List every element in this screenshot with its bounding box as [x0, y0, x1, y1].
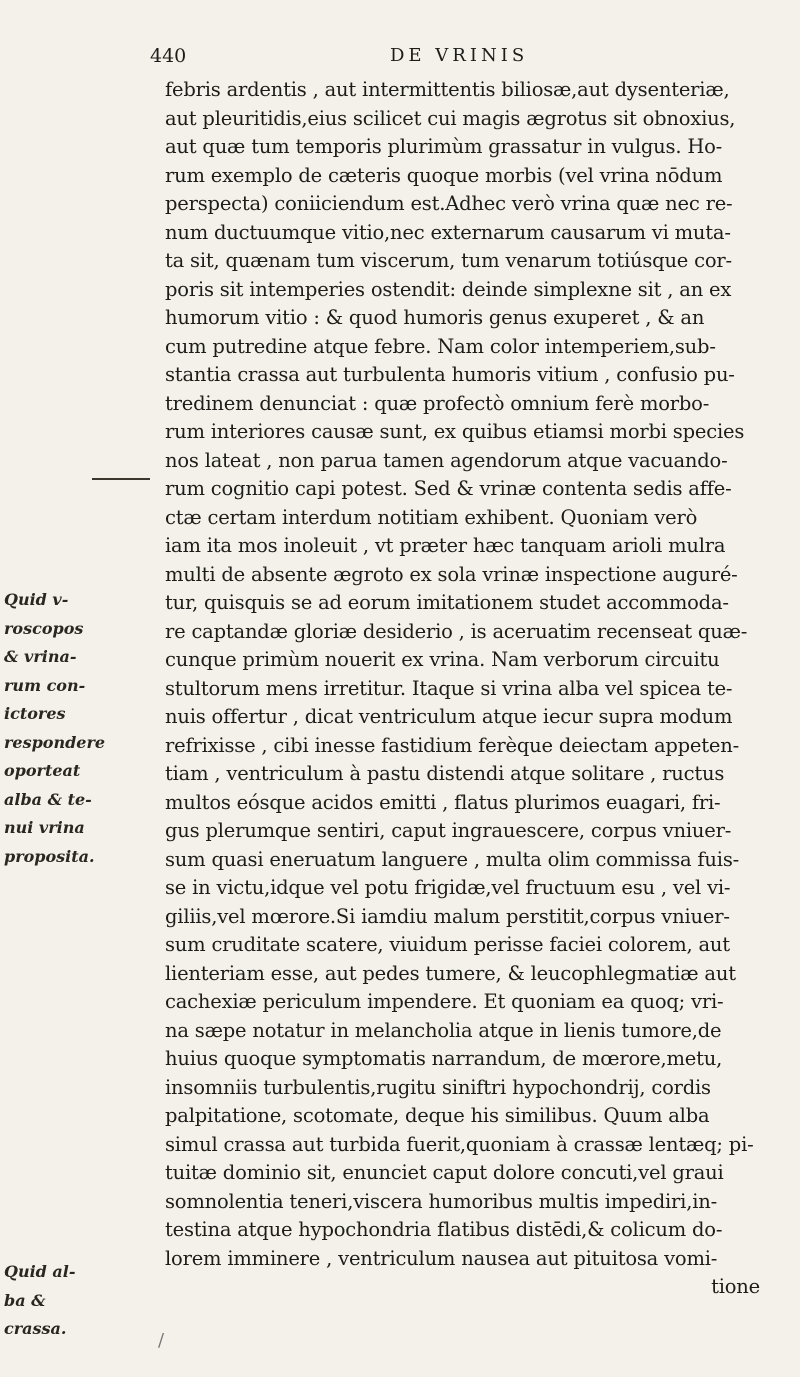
margin-note-line: ictores [4, 704, 66, 723]
text-line: tiam , ventriculum à pastu distendi atque solitare , ructus [165, 762, 725, 785]
text-line: lorem imminere , ventriculum nausea aut pituitosa vomi- [165, 1246, 718, 1270]
text-line: insomniis turbulentis,rugitu siniftri hypochondrij, cordis [165, 1075, 711, 1099]
text-line: multos eósque acidos emitti , flatus plurimos euagari, fri- [165, 790, 721, 814]
text-line: se in victu,idque vel potu frigidæ,vel fructuum esu , vel vi- [165, 876, 731, 899]
text-line: rum cognitio capi potest. Sed & vrinæ contenta sedis affe- [165, 477, 732, 500]
margin-note-line: proposita. [4, 846, 95, 866]
text-line: giliis,vel mœrore.Si iamdiu malum perstitit,corpus vniuer- [165, 904, 730, 928]
text-line: somnolentia teneri,viscera humoribus multis impediri,in- [165, 1189, 717, 1213]
marginal-notes [4, 586, 164, 1344]
text-line: cum putredine atque febre. Nam color intemperiem,sub- [165, 334, 716, 358]
text-line: stultorum mens irretitur. Itaque si vrina alba vel spicea te- [165, 676, 733, 700]
margin-note-line: alba & te- [4, 789, 92, 809]
margin-rule [92, 478, 150, 480]
text-line: na sæpe notatur in melancholia atque in lienis tumore,de [165, 1018, 722, 1042]
text-line: nos lateat , non parua tamen agendorum atque vacuando- [165, 448, 728, 472]
text-line: aut quæ tum temporis plurimùm grassatur in vulgus. Ho- [165, 135, 723, 158]
margin-note-line: rum con- [4, 675, 86, 695]
margin-note-line: respondere [4, 732, 106, 752]
text-line: rum exemplo de cæteris quoque morbis (vel vrina nōdum [165, 163, 723, 187]
text-line: multi de absente ægroto ex sola vrinæ inspectione auguré- [165, 562, 738, 586]
page-number: 440 [150, 45, 187, 67]
text-line: aut pleuritidis,eius scilicet cui magis ægrotus sit obnoxius, [165, 106, 736, 130]
text-line: sum cruditate scatere, viuidum perisse faciei colorem, aut [165, 933, 730, 956]
margin-note-line: oporteat [4, 761, 81, 780]
text-line: febris ardentis , aut intermittentis biliosæ,aut dysenteriæ, [165, 78, 730, 101]
margin-note-line: Quid al- [4, 1262, 76, 1281]
margin-note-line: nui vrina [4, 818, 85, 837]
margin-note-line: & vrina- [4, 647, 77, 666]
text-line: stantia crassa aut turbulenta humoris vitium , confusio pu- [165, 363, 735, 386]
margin-note-line: Quid v- [4, 590, 69, 609]
text-line: poris sit intemperies ostendit: deinde simplexne sit , an ex [165, 277, 732, 301]
main-text-block [165, 76, 780, 1302]
text-line: gus plerumque sentiri, caput ingrauescere, corpus vniuer- [165, 819, 732, 842]
ink-mark: / [158, 1330, 165, 1351]
text-line: tredinem denunciat : quæ profectò omnium ferè morbo- [165, 391, 710, 415]
margin-note-line: crassa. [4, 1319, 67, 1338]
text-line: lienteriam esse, aut pedes tumere, & leucophlegmatiæ aut [165, 961, 736, 985]
text-line: tuitæ dominio sit, enunciet caput dolore concuti,vel graui [165, 1161, 724, 1184]
text-line: ctæ certam interdum notitiam exhibent. Quoniam verò [165, 505, 698, 529]
text-line: sum quasi eneruatum languere , multa olim commissa fuis- [165, 847, 740, 871]
text-line: refrixisse , cibi inesse fastidium ferèque deiectam appeten- [165, 733, 739, 757]
running-title: DE VRINIS [390, 45, 529, 66]
margin-note-line: ba & [4, 1290, 46, 1310]
text-line: humorum vitio : & quod humoris genus exuperet , & an [165, 306, 705, 329]
margin-note-line: roscopos [4, 618, 84, 638]
text-line: ta sit, quænam tum viscerum, tum venarum totiúsque cor- [165, 249, 732, 272]
text-line: cunque primùm nouerit ex vrina. Nam verborum circuitu [165, 648, 720, 671]
text-line: perspecta) coniiciendum est.Adhec verò vrina quæ nec re- [165, 192, 733, 215]
text-line: re captandæ gloriæ desiderio , is aceruatim recenseat quæ- [165, 619, 748, 643]
text-line: testina atque hypochondria flatibus distēdi,& colicum do- [165, 1218, 723, 1241]
text-line: cachexiæ periculum impendere. Et quoniam ea quoq; vri- [165, 990, 724, 1013]
text-line: simul crassa aut turbida fuerit,quoniam à crassæ lentæq; pi- [165, 1132, 754, 1156]
catchword-line: tione [711, 1275, 760, 1298]
text-line: num ductuumque vitio,nec externarum causarum vi muta- [165, 220, 731, 244]
text-line: tur, quisquis se ad eorum imitationem studet accommoda- [165, 591, 729, 614]
text-line: rum interiores causæ sunt, ex quibus etiamsi morbi species [165, 420, 745, 443]
text-line: nuis offertur , dicat ventriculum atque iecur supra modum [165, 705, 733, 728]
text-line: palpitatione, scotomate, deque his similibus. Quum alba [165, 1104, 710, 1127]
text-line: iam ita mos inoleuit , vt præter hæc tanquam arioli mulra [165, 534, 726, 557]
page-header [150, 45, 660, 75]
text-line: huius quoque symptomatis narrandum, de mœrore,metu, [165, 1047, 723, 1070]
